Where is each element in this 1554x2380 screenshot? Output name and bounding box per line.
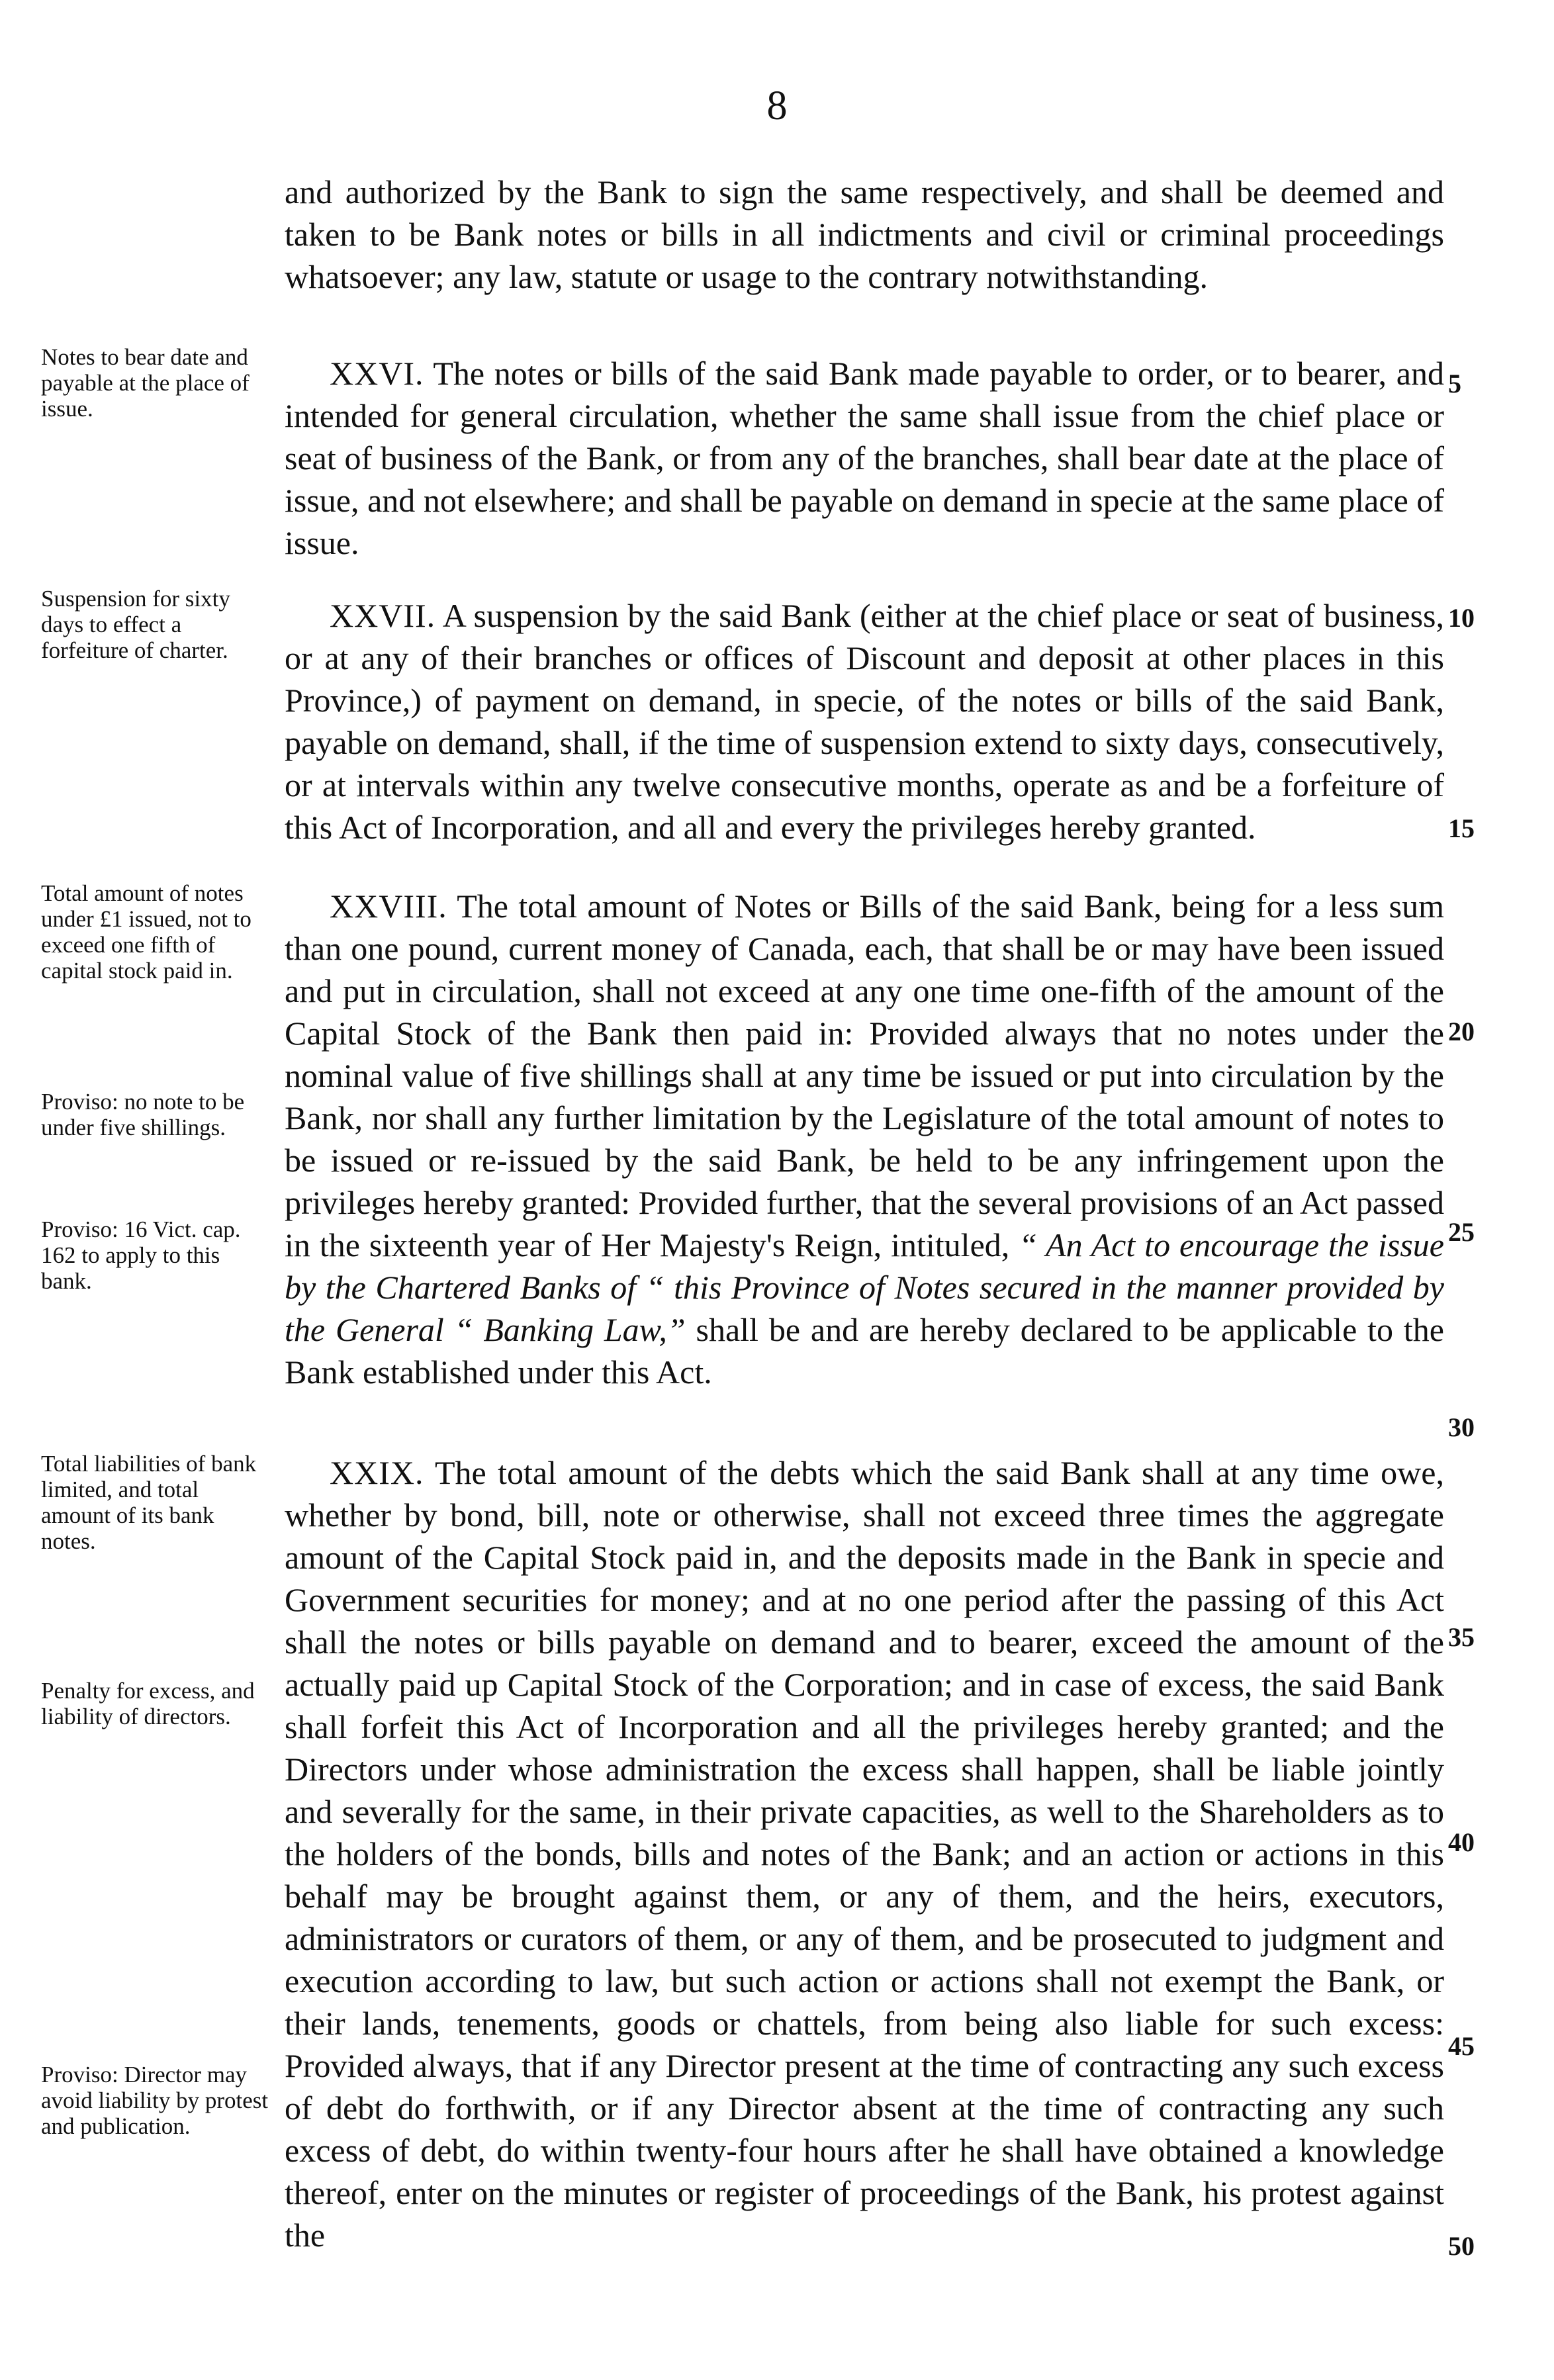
section-xxvii xyxy=(285,594,1444,848)
section-xxix xyxy=(285,1451,1444,2256)
section-number: XXVII. xyxy=(330,597,436,634)
section-text: The total amount of the debts which the said Bank shall at any time owe, whether by bond, bill, note or otherwise, shall not exceed three times the aggregate amount of the Capital Stock paid in, and the deposits made in the Bank in specie and Government securities for money; and at no one period after the passing of this Act shall the notes or bills payable on demand and to bearer, exceed the amount of the actually paid up Capital Stock of the Corporation; and in case of excess, the said Bank shall forfeit this Act of Incorporation and all the privileges hereby granted; and the Directors under whose administration the excess shall happen, shall be liable jointly and severally for the same, in their private capacities, as well to the Shareholders as to the holders of the bonds, bills and notes of the Bank; and an action or actions in this behalf may be brought against them, or any of them, and the heirs, executors, administrators or curators of them, or any of them, and be prosecuted to judgment and execution according to law, but such action or actions shall not exempt the Bank, or their lands, tenements, goods or chattels, from being also liable for such excess: Provided always, that if any Director present at the time of contracting any such excess of debt do forthwith, or if any Director absent at the time of contracting any such excess of debt, do within twenty-four hours after he shall have obtained a knowledge thereof, enter on the minutes or register of proceedings of the Bank, his protest against the xyxy=(285,1454,1444,2254)
margin-note: Proviso: no note to be under five shillings. xyxy=(41,1089,245,1140)
line-number: 20 xyxy=(1448,1017,1475,1046)
page-number: 8 xyxy=(766,83,788,128)
paragraph-continuation xyxy=(285,171,1444,298)
paragraph-text: and authorized by the Bank to sign the same respectively, and shall be deemed and taken to be Bank notes or bills in all indictments and civil or criminal proceedings whatsoever; any law, statute or usage to the contrary notwithstanding. xyxy=(285,173,1444,295)
line-number: 5 xyxy=(1448,369,1461,398)
line-number: 30 xyxy=(1448,1412,1475,1442)
line-number: 45 xyxy=(1448,2031,1475,2061)
act-title-quote: “ An Act to encourage the issue by the Chartered Banks of “ this Province of Notes secured in the manner provided by the General “ Banking Law,” xyxy=(285,1226,1445,1348)
section-xxvi xyxy=(285,352,1444,564)
section-text: The notes or bills of the said Bank made payable to order, or to bearer, and intended for general circulation, whether the same shall issue from the chief place or seat of business of the Bank, or from any of the branches, shall bear date at the place of issue, and not elsewhere; and shall be payable on demand in specie at the same place of issue. xyxy=(285,355,1444,561)
line-number: 50 xyxy=(1448,2231,1475,2261)
section-xxviii xyxy=(285,885,1444,1393)
margin-note: Proviso: Director may avoid liability by protest and publication. xyxy=(41,2062,269,2139)
section-number: XXVIII. xyxy=(330,888,447,925)
margin-note: Penalty for excess, and liability of directors. xyxy=(41,1678,255,1729)
section-text-tail: shall be and are hereby declared to be applicable to the Bank established under this Act. xyxy=(285,1311,1444,1391)
section-text: A suspension by the said Bank (either at the chief place or seat of business, or at any of their branches or offices of Discount and deposit at other places in this Province,) of payment on demand, in specie, of the notes or bills of the said Bank, payable on demand, shall, if the time of suspension extend to sixty days, consecutively, or at intervals within any twelve consecutive months, operate as and be a forfeiture of this Act of Incorporation, and all and every the privileges hereby granted. xyxy=(285,597,1444,846)
margin-note: Proviso: 16 Vict. cap. 162 to apply to this bank. xyxy=(41,1216,241,1294)
line-number: 15 xyxy=(1448,813,1475,843)
section-number: XXIX. xyxy=(330,1454,424,1491)
margin-note: Total amount of notes under £1 issued, not to exceed one fifth of capital stock paid in. xyxy=(41,880,251,984)
margin-note: Suspension for sixty days to effect a forfeiture of charter. xyxy=(41,586,230,663)
margin-note: Notes to bear date and payable at the place of issue. xyxy=(41,344,250,422)
section-number: XXVI. xyxy=(330,355,424,392)
section-text: The total amount of Notes or Bills of the said Bank, being for a less sum than one pound, current money of Canada, each, that shall be or may have been issued and put in circulation, shall not exceed at any one time one-fifth of the amount of the Capital Stock of the Bank then paid in: Provided always that no notes under the nominal value of five shillings shall at any time be issued or put into circulation by the Bank, nor shall any further limitation by the Legislature of the total amount of notes to be issued or re-issued by the said Bank, be held to be any infringement upon the privileges hereby granted: Provided further, that the several provisions of an Act passed in the sixteenth year of Her Majesty's Reign, intituled, xyxy=(285,888,1444,1263)
line-number: 25 xyxy=(1448,1217,1475,1247)
line-number: 35 xyxy=(1448,1622,1475,1652)
margin-note: Total liabilities of bank limited, and total amount of its bank notes. xyxy=(41,1451,257,1554)
line-number: 40 xyxy=(1448,1827,1475,1857)
line-number: 10 xyxy=(1448,603,1475,633)
